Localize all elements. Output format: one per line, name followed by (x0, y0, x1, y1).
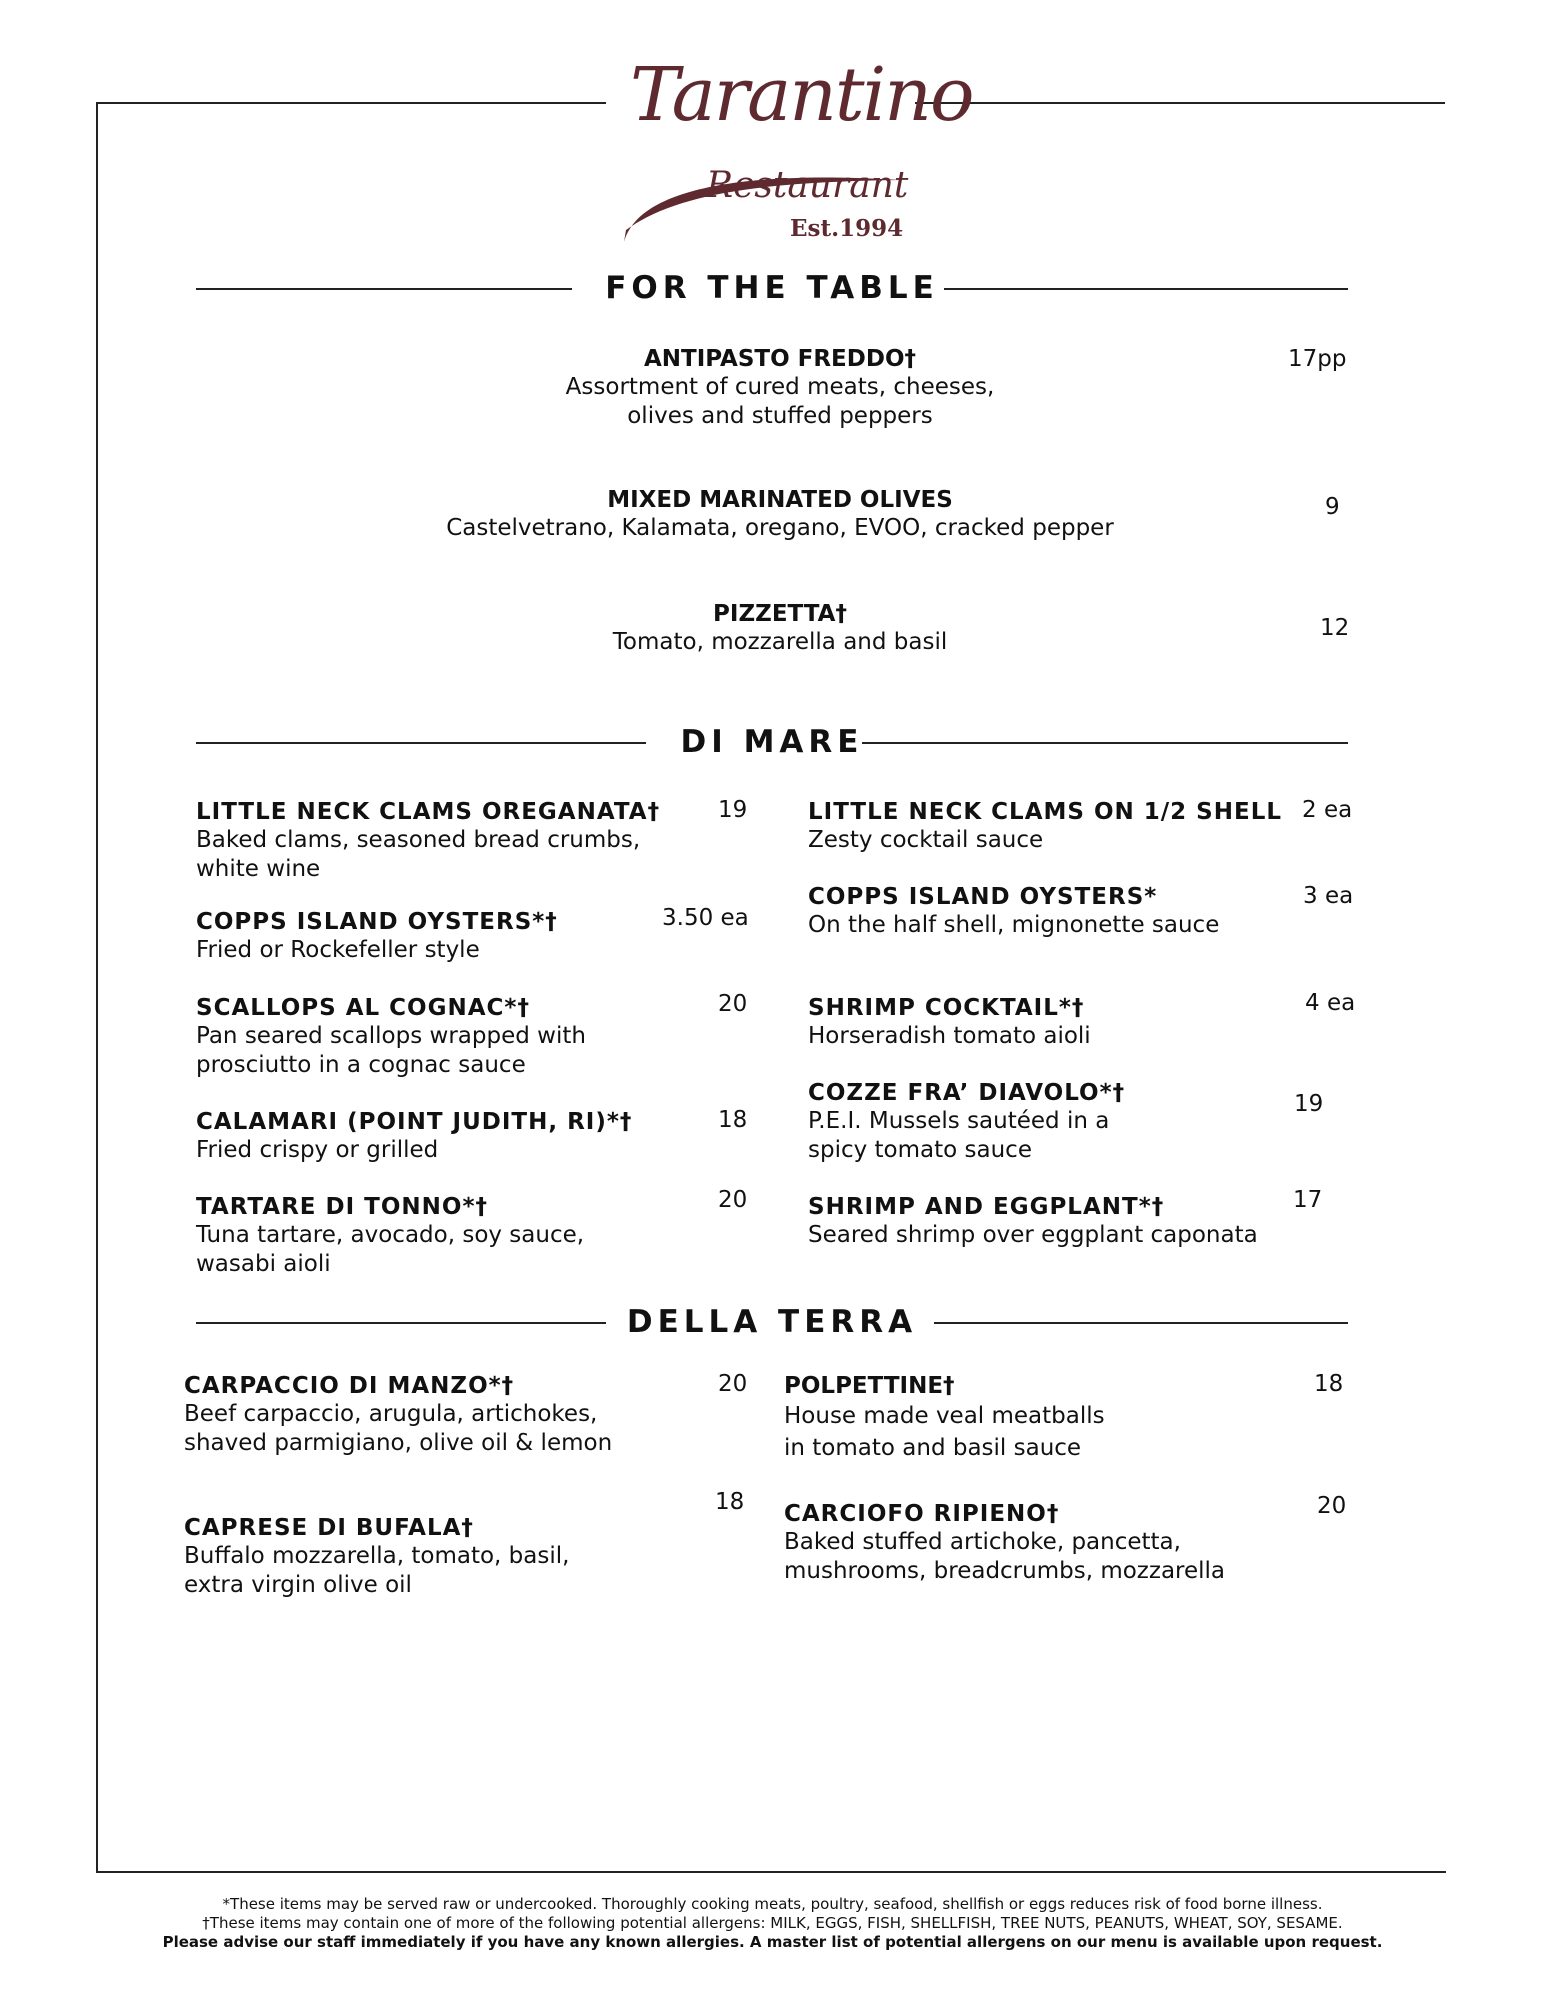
item-desc: in tomato and basil sauce (784, 1435, 1082, 1461)
menu-item-caprese-di-bufala (184, 1514, 569, 1600)
item-name: COPPS ISLAND OYSTERS*† (196, 909, 558, 935)
item-price: 9 (1325, 494, 1340, 520)
item-desc: shaved parmigiano, olive oil & lemon (184, 1430, 613, 1456)
item-desc: olives and stuffed peppers (627, 403, 933, 429)
item-name: PIZZETTA† (713, 601, 847, 627)
item-desc: Zesty cocktail sauce (808, 827, 1044, 853)
section-title: DI MARE (680, 724, 864, 760)
item-name: CARCIOFO RIPIENO† (784, 1501, 1060, 1527)
item-price: 19 (1294, 1091, 1324, 1117)
item-desc: On the half shell, mignonette sauce (808, 912, 1220, 938)
item-desc: wasabi aioli (196, 1251, 331, 1277)
item-name: SHRIMP COCKTAIL*† (808, 995, 1085, 1021)
item-desc: white wine (196, 856, 321, 882)
item-name: CARPACCIO DI MANZO*† (184, 1373, 515, 1399)
menu-item-carpaccio-di-manzo (184, 1372, 612, 1458)
menu-item-scallops-al-cognac (196, 994, 586, 1080)
section-header-di-mare (196, 720, 1348, 764)
item-price: 18 (715, 1489, 745, 1515)
menu-item-copps-island-oysters-fried (196, 908, 558, 965)
item-desc: spicy tomato sauce (808, 1137, 1032, 1163)
item-desc: Tomato, mozzarella and basil (612, 629, 948, 655)
frame-left-rule (96, 102, 98, 1872)
item-desc: Seared shrimp over eggplant caponata (808, 1222, 1258, 1248)
item-name: CAPRESE DI BUFALA† (184, 1515, 474, 1541)
item-desc: House made veal meatballs (784, 1403, 1105, 1429)
frame-bottom-rule (96, 1871, 1446, 1873)
logo-subtitle: Restaurant (706, 165, 909, 206)
item-desc: Buffalo mozzarella, tomato, basil, (184, 1543, 570, 1569)
item-name: SCALLOPS AL COGNAC*† (196, 995, 530, 1021)
item-name: SHRIMP AND EGGPLANT*† (808, 1194, 1165, 1220)
menu-item-carciofo-ripieno (784, 1500, 1225, 1586)
footer-allergy-notice: Please advise our staff immediately if you have any known allergies. A master list of potential allergens on our menu is available upon request. (162, 1933, 1383, 1951)
section-rule-right (862, 742, 1348, 744)
item-desc: Fried or Rockefeller style (196, 937, 480, 963)
menu-item-mixed-marinated-olives (400, 486, 1160, 543)
item-desc: Beef carpaccio, arugula, artichokes, (184, 1401, 598, 1427)
item-price: 18 (1314, 1371, 1344, 1397)
item-price: 17pp (1288, 346, 1347, 372)
footer-raw-warning: *These items may be served raw or undercooked. Thoroughly cooking meats, poultry, seafood, shellfish or eggs reduces risk of food borne illness. (222, 1895, 1323, 1913)
item-desc: Fried crispy or grilled (196, 1137, 439, 1163)
item-name: MIXED MARINATED OLIVES (607, 487, 953, 513)
item-price: 19 (718, 797, 748, 823)
item-name: ANTIPASTO FREDDO† (643, 346, 917, 372)
item-price: 20 (1317, 1493, 1347, 1519)
item-desc: Assortment of cured meats, cheeses, (565, 374, 995, 400)
section-rule-right (934, 1322, 1348, 1324)
item-desc: Pan seared scallops wrapped with (196, 1023, 586, 1049)
item-price: 4 ea (1305, 990, 1356, 1016)
item-desc: Horseradish tomato aioli (808, 1023, 1091, 1049)
footer-allergen-list: †These items may contain one of more of the following potential allergens: MILK, EGGS, FISH, SHELLFISH, TREE NUTS, PEANUTS, WHEAT, SOY, SESAME. (202, 1914, 1343, 1932)
item-price: 17 (1293, 1187, 1323, 1213)
menu-item-copps-island-oysters-half-shell (808, 883, 1219, 940)
item-name: POLPETTINE† (784, 1373, 955, 1399)
item-desc: Baked stuffed artichoke, pancetta, (784, 1529, 1181, 1555)
item-price: 2 ea (1302, 797, 1353, 823)
item-name: LITTLE NECK CLAMS ON 1/2 SHELL (808, 799, 1283, 825)
restaurant-logo (618, 50, 973, 250)
menu-item-polpettine (784, 1372, 1105, 1464)
menu-item-shrimp-and-eggplant (808, 1193, 1258, 1250)
item-price: 12 (1320, 615, 1350, 641)
item-price: 3.50 ea (662, 905, 749, 931)
item-price: 18 (718, 1107, 748, 1133)
item-price: 3 ea (1303, 883, 1354, 909)
menu-item-calamari (196, 1108, 632, 1165)
logo-established: Est.1994 (790, 215, 904, 242)
section-header-della-terra (196, 1300, 1348, 1344)
menu-item-shrimp-cocktail (808, 994, 1091, 1051)
item-desc: Castelvetrano, Kalamata, oregano, EVOO, cracked pepper (446, 515, 1114, 541)
section-title: FOR THE TABLE (605, 270, 939, 306)
section-title: DELLA TERRA (626, 1304, 918, 1340)
logo-name: Tarantino (630, 52, 973, 138)
menu-item-tartare-di-tonno (196, 1193, 584, 1279)
item-desc: Tuna tartare, avocado, soy sauce, (196, 1222, 585, 1248)
section-header-for-the-table (196, 266, 1348, 310)
item-name: CALAMARI (POINT JUDITH, RI)*† (196, 1109, 633, 1135)
item-desc: mushrooms, breadcrumbs, mozzarella (784, 1558, 1226, 1584)
menu-item-antipasto-freddo (400, 345, 1160, 431)
item-desc: P.E.I. Mussels sautéed in a (808, 1108, 1110, 1134)
menu-item-little-neck-clams-oreganata (196, 798, 660, 884)
item-desc: Baked clams, seasoned bread crumbs, (196, 827, 641, 853)
frame-top-left-rule (96, 102, 606, 104)
item-desc: extra virgin olive oil (184, 1572, 412, 1598)
item-name: COZZE FRA’ DIAVOLO*† (808, 1080, 1126, 1106)
section-rule-right (944, 288, 1348, 290)
item-desc: prosciutto in a cognac sauce (196, 1052, 526, 1078)
item-price: 20 (718, 1371, 748, 1397)
item-name: LITTLE NECK CLAMS OREGANATA† (196, 799, 661, 825)
frame-top-right-rule (915, 102, 1445, 104)
item-name: COPPS ISLAND OYSTERS* (808, 884, 1158, 910)
item-name: TARTARE DI TONNO*† (196, 1194, 488, 1220)
menu-item-little-neck-clams-half-shell (808, 798, 1282, 855)
menu-item-pizzetta (400, 600, 1160, 657)
item-price: 20 (718, 991, 748, 1017)
item-price: 20 (718, 1187, 748, 1213)
menu-item-cozze-fra-diavolo (808, 1079, 1125, 1165)
